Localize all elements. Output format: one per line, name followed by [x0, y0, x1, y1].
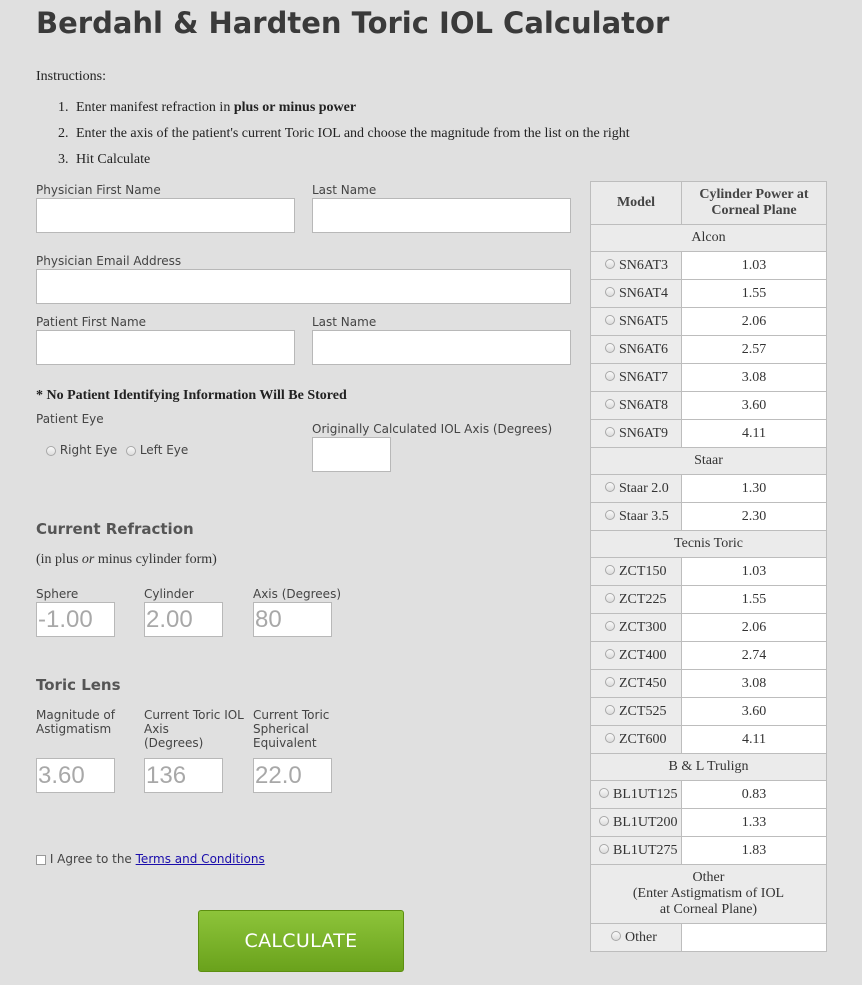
refraction-note: (in plus or minus cylinder form): [36, 552, 217, 567]
patient-eye-label: Patient Eye: [36, 412, 104, 426]
table-row[interactable]: [591, 924, 827, 952]
table-row[interactable]: [591, 420, 827, 448]
lens-power: 4.11: [682, 420, 827, 448]
lens-radio[interactable]: [605, 371, 615, 381]
lens-power: 1.55: [682, 280, 827, 308]
lens-power: 2.30: [682, 503, 827, 531]
table-row[interactable]: [591, 252, 827, 280]
table-row[interactable]: [591, 336, 827, 364]
patient-first-name-input[interactable]: [36, 330, 295, 365]
group-bl-trulign: B & L Trulign: [591, 754, 827, 781]
lens-model: BL1UT275: [613, 842, 678, 858]
instruction-step-3: 3. Hit Calculate: [58, 152, 151, 167]
lens-radio[interactable]: [605, 315, 615, 325]
group-alcon: Alcon: [591, 225, 827, 252]
lens-power: 2.57: [682, 336, 827, 364]
lens-model: SN6AT7: [619, 369, 669, 385]
lens-model: ZCT300: [619, 619, 667, 635]
iol-axis-input[interactable]: [312, 437, 391, 472]
lens-radio[interactable]: [605, 510, 615, 520]
toric-axis-label: Current Toric IOL Axis (Degrees): [144, 708, 244, 750]
lens-radio[interactable]: [605, 733, 615, 743]
lens-radio[interactable]: [605, 621, 615, 631]
lens-radio[interactable]: [605, 649, 615, 659]
terms-checkbox[interactable]: [36, 855, 46, 865]
lens-model: SN6AT8: [619, 397, 669, 413]
calculate-button[interactable]: CALCULATE: [198, 910, 404, 972]
lens-model: ZCT450: [619, 675, 667, 691]
privacy-notice: * No Patient Identifying Information Will Be Stored: [36, 388, 347, 403]
lens-radio[interactable]: [605, 427, 615, 437]
lens-power: 1.83: [682, 837, 827, 865]
lens-model: SN6AT6: [619, 341, 669, 357]
lens-power: 1.30: [682, 475, 827, 503]
lens-model: ZCT400: [619, 647, 667, 663]
lens-model: ZCT225: [619, 591, 667, 607]
lens-model-table: [590, 181, 827, 952]
lens-radio[interactable]: [599, 788, 609, 798]
physician-email-input[interactable]: [36, 269, 571, 304]
table-row[interactable]: [591, 698, 827, 726]
lens-radio[interactable]: [599, 844, 609, 854]
lens-power: 0.83: [682, 781, 827, 809]
lens-power: 1.55: [682, 586, 827, 614]
physician-email-label: Physician Email Address: [36, 254, 182, 268]
lens-radio[interactable]: [605, 399, 615, 409]
physician-last-name-input[interactable]: [312, 198, 571, 233]
physician-first-name-input[interactable]: [36, 198, 295, 233]
cylinder-input[interactable]: 2.00: [144, 602, 223, 637]
axis-label: Axis (Degrees): [253, 587, 342, 601]
lens-power: 3.60: [682, 392, 827, 420]
table-row[interactable]: [591, 837, 827, 865]
magnitude-input[interactable]: 3.60: [36, 758, 115, 793]
toric-axis-input[interactable]: 136: [144, 758, 223, 793]
left-eye-option[interactable]: [126, 443, 188, 457]
physician-first-name-label: Physician First Name: [36, 183, 161, 197]
lens-power: 3.08: [682, 364, 827, 392]
terms-link[interactable]: Terms and Conditions: [135, 852, 265, 866]
lens-radio[interactable]: [605, 259, 615, 269]
table-row[interactable]: [591, 726, 827, 754]
table-row[interactable]: [591, 308, 827, 336]
lens-model: Staar 2.0: [619, 480, 669, 496]
table-row[interactable]: [591, 586, 827, 614]
toric-lens-heading: Toric Lens: [36, 676, 121, 694]
spherical-equivalent-input[interactable]: 22.0: [253, 758, 332, 793]
lens-model: ZCT600: [619, 731, 667, 747]
physician-last-name-label: Last Name: [312, 183, 377, 197]
magnitude-label: Magnitude of Astigmatism: [36, 708, 115, 736]
table-row[interactable]: [591, 642, 827, 670]
table-row[interactable]: [591, 670, 827, 698]
table-row[interactable]: [591, 392, 827, 420]
lens-model: ZCT525: [619, 703, 667, 719]
current-refraction-heading: Current Refraction: [36, 520, 194, 538]
group-other: Other (Enter Astigmatism of IOL at Corneal Plane): [591, 865, 827, 924]
lens-model: SN6AT4: [619, 285, 669, 301]
lens-power: 2.06: [682, 614, 827, 642]
group-staar: Staar: [591, 448, 827, 475]
instructions-label: Instructions:: [36, 69, 106, 84]
terms-text: I Agree to the: [49, 852, 136, 866]
left-eye-label: Left Eye: [139, 443, 189, 457]
other-power-input[interactable]: [682, 924, 827, 952]
patient-last-name-input[interactable]: [312, 330, 571, 365]
lens-power: 4.11: [682, 726, 827, 754]
table-row[interactable]: [591, 280, 827, 308]
right-eye-radio[interactable]: [46, 446, 56, 456]
lens-radio[interactable]: [605, 482, 615, 492]
page-title: Berdahl & Hardten Toric IOL Calculator: [36, 6, 670, 40]
lens-power: 3.08: [682, 670, 827, 698]
lens-power: 2.06: [682, 308, 827, 336]
cylinder-label: Cylinder: [144, 587, 194, 601]
lens-model: Staar 3.5: [619, 508, 669, 524]
lens-model: BL1UT125: [613, 786, 678, 802]
terms-agreement: [36, 852, 265, 866]
left-eye-radio[interactable]: [126, 446, 136, 456]
group-tecnis: Tecnis Toric: [591, 531, 827, 558]
lens-model: SN6AT3: [619, 257, 669, 273]
lens-radio[interactable]: [605, 287, 615, 297]
lens-radio[interactable]: [599, 816, 609, 826]
table-row[interactable]: [591, 558, 827, 586]
sphere-label: Sphere: [36, 587, 79, 601]
lens-power: 1.03: [682, 558, 827, 586]
spherical-equivalent-label: Current Toric Spherical Equivalent: [253, 708, 330, 750]
lens-radio[interactable]: [605, 343, 615, 353]
table-row[interactable]: [591, 614, 827, 642]
lens-power: 2.74: [682, 642, 827, 670]
sphere-input[interactable]: -1.00: [36, 602, 115, 637]
instruction-step-2: 2. Enter the axis of the patient's current Toric IOL and choose the magnitude from the list on the right: [58, 126, 630, 141]
lens-power: 3.60: [682, 698, 827, 726]
lens-radio[interactable]: [605, 705, 615, 715]
table-row[interactable]: [591, 503, 827, 531]
iol-axis-label: Originally Calculated IOL Axis (Degrees): [312, 422, 553, 436]
lens-power: 1.33: [682, 809, 827, 837]
model-column-header: Model: [591, 182, 682, 225]
lens-power: 1.03: [682, 252, 827, 280]
lens-model: SN6AT5: [619, 313, 669, 329]
table-row[interactable]: [591, 781, 827, 809]
power-column-header: Cylinder Power at Corneal Plane: [682, 182, 827, 225]
patient-first-name-label: Patient First Name: [36, 315, 147, 329]
patient-last-name-label: Last Name: [312, 315, 377, 329]
right-eye-option[interactable]: [46, 443, 117, 457]
lens-model: SN6AT9: [619, 425, 669, 441]
lens-radio[interactable]: [605, 593, 615, 603]
lens-radio[interactable]: [605, 565, 615, 575]
lens-model: ZCT150: [619, 563, 667, 579]
instruction-step-1: 1. Enter manifest refraction in plus or minus power: [58, 100, 357, 115]
table-row[interactable]: [591, 809, 827, 837]
other-radio[interactable]: [611, 931, 621, 941]
table-row[interactable]: [591, 475, 827, 503]
lens-radio[interactable]: [605, 677, 615, 687]
axis-input[interactable]: 80: [253, 602, 332, 637]
table-row[interactable]: [591, 364, 827, 392]
lens-model: BL1UT200: [613, 814, 678, 830]
right-eye-label: Right Eye: [59, 443, 118, 457]
other-label: Other: [625, 929, 657, 945]
